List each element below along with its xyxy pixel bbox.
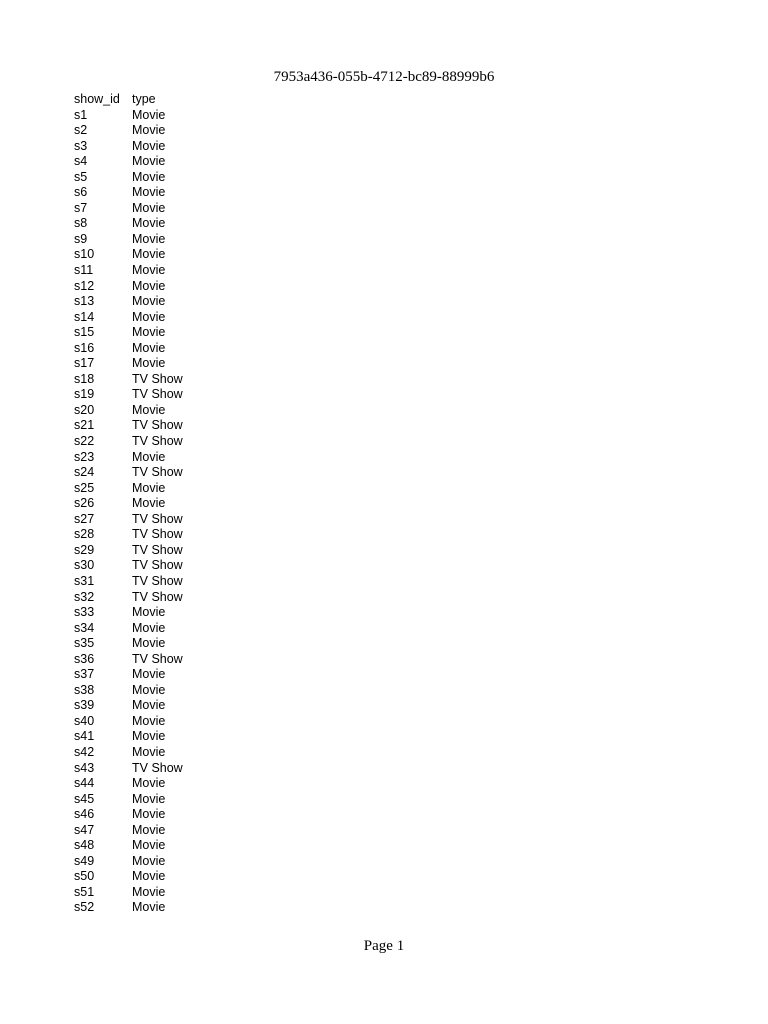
table-row [74, 885, 252, 901]
cell-show-id: s34 [74, 620, 95, 635]
cell-type: TV Show [132, 651, 183, 666]
cell-type: Movie [132, 698, 166, 713]
cell-type: Movie [132, 807, 166, 822]
cell-show-id: s15 [74, 325, 95, 340]
cell-show-id: s27 [74, 511, 95, 526]
table-row [74, 558, 252, 574]
table-row [74, 247, 252, 263]
table-row [74, 761, 252, 777]
cell-show-id: s28 [74, 527, 95, 542]
cell-show-id: s29 [74, 542, 95, 557]
cell-show-id: s49 [74, 853, 95, 868]
cell-type: Movie [132, 231, 166, 246]
cell-show-id: s21 [74, 418, 95, 433]
table-row [74, 108, 252, 124]
column-header-type: type [132, 92, 156, 106]
cell-type: Movie [132, 900, 166, 915]
table-row [74, 854, 252, 870]
cell-type: Movie [132, 869, 166, 884]
cell-show-id: s36 [74, 651, 95, 666]
cell-show-id: s43 [74, 760, 95, 775]
table-row [74, 605, 252, 621]
cell-type: Movie [132, 169, 166, 184]
cell-show-id: s14 [74, 309, 95, 324]
cell-type: TV Show [132, 527, 183, 542]
table-row [74, 869, 252, 885]
table-row [74, 496, 252, 512]
cell-show-id: s44 [74, 776, 95, 791]
cell-show-id: s23 [74, 449, 95, 464]
cell-type: TV Show [132, 418, 183, 433]
table-row [74, 123, 252, 139]
cell-show-id: s25 [74, 480, 95, 495]
cell-show-id: s17 [74, 356, 95, 371]
cell-show-id: s22 [74, 434, 95, 449]
table-row [74, 481, 252, 497]
cell-type: TV Show [132, 542, 183, 557]
cell-type: Movie [132, 713, 166, 728]
column-header-show-id: show_id [74, 92, 120, 106]
cell-type: Movie [132, 138, 166, 153]
table-row [74, 154, 252, 170]
cell-type: Movie [132, 123, 166, 138]
table-row [74, 792, 252, 808]
cell-type: Movie [132, 884, 166, 899]
cell-show-id: s42 [74, 744, 95, 759]
cell-show-id: s2 [74, 123, 88, 138]
cell-show-id: s16 [74, 340, 95, 355]
cell-type: Movie [132, 480, 166, 495]
cell-type: Movie [132, 636, 166, 651]
table-row [74, 465, 252, 481]
cell-type: Movie [132, 216, 166, 231]
table-row [74, 667, 252, 683]
cell-type: Movie [132, 185, 166, 200]
table-row [74, 543, 252, 559]
cell-show-id: s3 [74, 138, 88, 153]
cell-type: Movie [132, 402, 166, 417]
table-row [74, 574, 252, 590]
cell-show-id: s5 [74, 169, 88, 184]
table-row [74, 652, 252, 668]
table-row [74, 201, 252, 217]
page-header-title: 7953a436-055b-4712-bc89-88999b6 [273, 69, 495, 85]
cell-show-id: s7 [74, 200, 88, 215]
cell-show-id: s26 [74, 496, 95, 511]
cell-type: Movie [132, 620, 166, 635]
cell-show-id: s40 [74, 713, 95, 728]
table-row [74, 356, 252, 372]
table-row [74, 403, 252, 419]
cell-show-id: s35 [74, 636, 95, 651]
cell-type: Movie [132, 294, 166, 309]
table-row [74, 170, 252, 186]
cell-show-id: s45 [74, 791, 95, 806]
cell-type: Movie [132, 496, 166, 511]
cell-type: TV Show [132, 387, 183, 402]
cell-type: Movie [132, 838, 166, 853]
cell-type: Movie [132, 776, 166, 791]
table-row [74, 279, 252, 295]
cell-type: TV Show [132, 511, 183, 526]
table-row [74, 900, 252, 916]
cell-type: Movie [132, 107, 166, 122]
cell-type: Movie [132, 154, 166, 169]
cell-show-id: s31 [74, 573, 95, 588]
cell-show-id: s38 [74, 682, 95, 697]
cell-show-id: s6 [74, 185, 88, 200]
cell-type: Movie [132, 605, 166, 620]
cell-type: TV Show [132, 371, 183, 386]
cell-show-id: s48 [74, 838, 95, 853]
table-row [74, 636, 252, 652]
cell-show-id: s37 [74, 667, 95, 682]
table-row [74, 683, 252, 699]
cell-show-id: s46 [74, 807, 95, 822]
table-row [74, 450, 252, 466]
table-row [74, 263, 252, 279]
cell-type: Movie [132, 682, 166, 697]
table-header-row [74, 92, 252, 108]
cell-type: Movie [132, 449, 166, 464]
cell-show-id: s13 [74, 294, 95, 309]
table-row [74, 729, 252, 745]
table-row [74, 216, 252, 232]
cell-type: Movie [132, 667, 166, 682]
cell-show-id: s19 [74, 387, 95, 402]
cell-show-id: s12 [74, 278, 95, 293]
page-number: Page 1 [363, 938, 405, 954]
table-row [74, 418, 252, 434]
cell-show-id: s30 [74, 558, 95, 573]
table-row [74, 527, 252, 543]
cell-type: Movie [132, 309, 166, 324]
cell-type: Movie [132, 247, 166, 262]
table-row [74, 434, 252, 450]
table-row [74, 372, 252, 388]
cell-show-id: s47 [74, 822, 95, 837]
cell-show-id: s32 [74, 589, 95, 604]
cell-show-id: s33 [74, 605, 95, 620]
table-row [74, 139, 252, 155]
cell-type: Movie [132, 200, 166, 215]
cell-show-id: s9 [74, 231, 88, 246]
table-row [74, 512, 252, 528]
table-row [74, 698, 252, 714]
cell-show-id: s52 [74, 900, 95, 915]
table-row [74, 294, 252, 310]
table-row [74, 838, 252, 854]
cell-show-id: s4 [74, 154, 88, 169]
cell-type: Movie [132, 356, 166, 371]
cell-type: Movie [132, 729, 166, 744]
cell-show-id: s1 [74, 107, 88, 122]
cell-show-id: s18 [74, 371, 95, 386]
cell-type: TV Show [132, 589, 183, 604]
data-table [74, 92, 252, 916]
cell-type: TV Show [132, 558, 183, 573]
table-row [74, 590, 252, 606]
table-row [74, 807, 252, 823]
cell-show-id: s41 [74, 729, 95, 744]
table-row [74, 310, 252, 326]
table-row [74, 714, 252, 730]
table-row [74, 232, 252, 248]
table-row [74, 387, 252, 403]
cell-show-id: s24 [74, 465, 95, 480]
cell-type: Movie [132, 325, 166, 340]
cell-show-id: s39 [74, 698, 95, 713]
cell-type: Movie [132, 822, 166, 837]
table-row [74, 325, 252, 341]
cell-type: Movie [132, 263, 166, 278]
cell-type: Movie [132, 791, 166, 806]
cell-type: Movie [132, 340, 166, 355]
cell-type: TV Show [132, 573, 183, 588]
table-row [74, 745, 252, 761]
table-row [74, 621, 252, 637]
cell-show-id: s8 [74, 216, 88, 231]
table-row [74, 341, 252, 357]
cell-type: Movie [132, 853, 166, 868]
cell-type: TV Show [132, 760, 183, 775]
cell-type: Movie [132, 744, 166, 759]
cell-show-id: s20 [74, 402, 95, 417]
cell-type: TV Show [132, 434, 183, 449]
table-row [74, 776, 252, 792]
table-row [74, 823, 252, 839]
cell-show-id: s51 [74, 884, 95, 899]
cell-type: TV Show [132, 465, 183, 480]
cell-show-id: s50 [74, 869, 95, 884]
table-row [74, 185, 252, 201]
cell-show-id: s10 [74, 247, 95, 262]
cell-type: Movie [132, 278, 166, 293]
cell-show-id: s11 [74, 263, 94, 278]
